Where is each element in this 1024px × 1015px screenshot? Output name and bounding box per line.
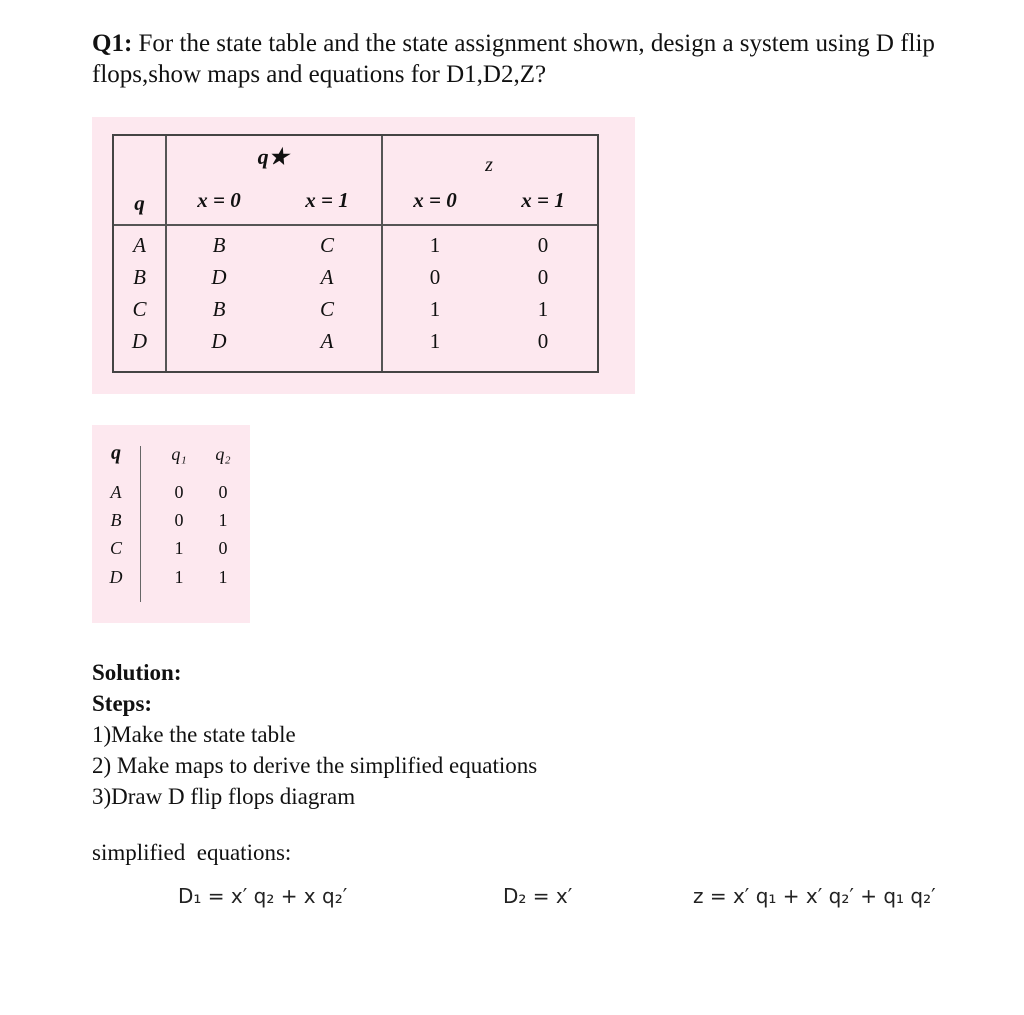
row-c-next-x1: C [319, 297, 334, 321]
row-c-next-x0: B [212, 297, 226, 321]
row-a-state: A [133, 233, 146, 257]
next-state-header: q★ [257, 144, 289, 169]
row-c-state: C [132, 297, 147, 321]
out-x1-header: x = 1 [521, 188, 565, 212]
simplified-equations-label: simplified equations: [92, 840, 292, 865]
state-col-header: q [134, 191, 145, 215]
assign-row-a-q2: 0 [218, 482, 228, 502]
equation-z: z = x′ q₁ + x′ q₂′ + q₁ q₂′ [693, 884, 936, 908]
row-b-next-x0: D [211, 265, 227, 289]
assign-row-b-q2: 1 [218, 510, 228, 530]
row-d-state: D [131, 329, 148, 353]
output-header: z [485, 154, 493, 176]
assign-row-c-q1: 1 [174, 538, 184, 558]
row-b-next-x1: A [320, 265, 334, 289]
question [92, 28, 972, 90]
row-a-z-x1: 0 [537, 233, 549, 257]
equation-d2: D₂ = x′ [503, 884, 573, 908]
row-b-z-x0: 0 [429, 265, 441, 289]
row-c-z-x1: 1 [537, 297, 549, 321]
row-b-z-x1: 0 [537, 265, 549, 289]
assign-row-d-q2: 1 [218, 567, 228, 587]
step-3: 3)Draw D flip flops diagram [92, 784, 356, 809]
assign-row-a-q1: 0 [174, 482, 184, 502]
out-x0-header: x = 0 [413, 188, 457, 212]
assign-row-c-q2: 0 [218, 538, 228, 558]
steps-title: Steps: [92, 691, 153, 716]
question-label: Q1: [92, 30, 133, 57]
row-a-next-x0: B [212, 233, 226, 257]
row-b-state: B [133, 265, 146, 289]
row-d-z-x0: 1 [429, 329, 441, 353]
next-x1-header: x = 1 [305, 188, 349, 212]
next-x0-header: x = 0 [197, 188, 241, 212]
solution-section [92, 657, 537, 812]
equation-d1: D₁ = x′ q₂ + x q₂′ [178, 884, 348, 908]
assign-row-d-q1: 1 [174, 567, 184, 587]
state-table-panel [92, 117, 635, 394]
assign-row-c-state: C [109, 538, 122, 558]
state-assignment-table [92, 425, 250, 623]
row-d-z-x1: 0 [537, 329, 549, 353]
row-c-z-x0: 1 [429, 297, 441, 321]
assign-row-a-state: A [110, 482, 122, 502]
assign-header-q1: q₁ [171, 444, 187, 464]
assign-row-b-state: B [110, 510, 122, 530]
assign-header-q: q [111, 442, 121, 464]
row-d-next-x0: D [211, 329, 227, 353]
assign-row-b-q1: 0 [174, 510, 184, 530]
solution-title: Solution: [92, 660, 182, 685]
row-a-z-x0: 1 [429, 233, 441, 257]
step-2: 2) Make maps to derive the simplified equations [92, 753, 538, 778]
row-d-next-x1: A [320, 329, 334, 353]
step-1: 1)Make the state table [92, 722, 296, 747]
row-a-next-x1: C [319, 233, 334, 257]
assign-row-d-state: D [109, 567, 123, 587]
state-table [112, 134, 599, 373]
assign-header-q2: q₂ [215, 444, 231, 464]
question-text: For the state table and the state assignment shown, design a system using D flip flops,show maps and equations for D1,D2,Z? [92, 30, 935, 88]
